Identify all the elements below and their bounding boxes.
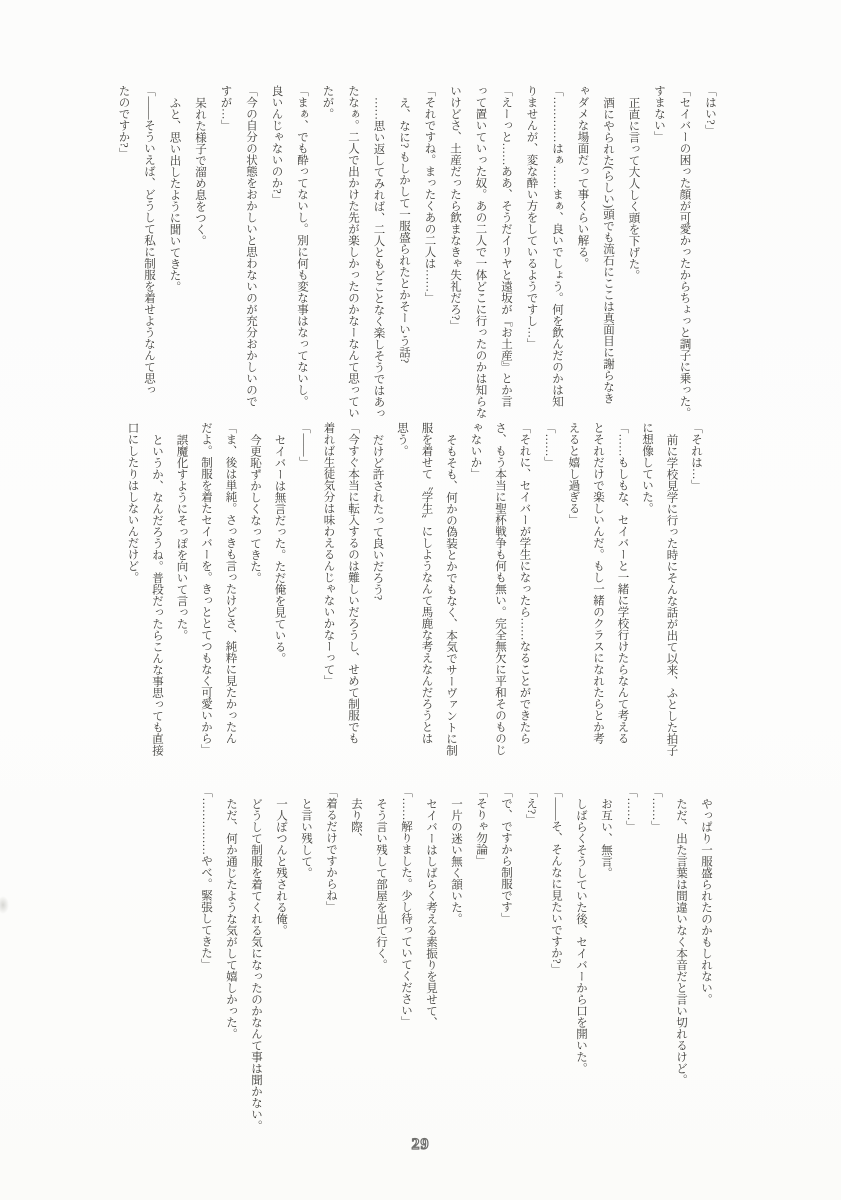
text-line: 呆れた様子で溜め息をつく。 xyxy=(194,96,206,246)
text-line: たなぁ。二人で出かけた先が楽しかったのかなーなんて思ってい xyxy=(347,85,359,419)
text-line: 去り際、 xyxy=(350,797,362,844)
text-line: 「――そ、そんなに見たいですか?」 xyxy=(550,786,562,976)
text-line: 「え?」 xyxy=(525,786,537,826)
text-line: やっぱり一服盛られたのかもしれない。 xyxy=(700,797,712,1005)
text-line: 今更恥ずかしくなってきた。 xyxy=(249,433,261,583)
text-line: ゃダメな場面だって事くらい解る。 xyxy=(576,85,589,269)
text-line: 「セイバーの困った顔が可愛かったからちょっと調子に乗った。 xyxy=(678,85,691,419)
text-line: 「……もしもな、セイバーと一緒に学校行けたらなんて考える xyxy=(616,422,629,744)
text-block-bottom xyxy=(193,786,718,1158)
text-line: に想像していた。 xyxy=(641,422,653,514)
text-line: 「……………やべ。緊張してきた」 xyxy=(200,786,212,970)
text-line: 良いんじゃないのか?」 xyxy=(270,85,283,206)
text-line: とそれだけで楽しいんだ。もし一緒のクラスになれたらとか考 xyxy=(592,422,604,744)
text-line: すまない」 xyxy=(653,85,665,143)
text-line: セイバーは無言だった。ただ俺を見ている。 xyxy=(273,433,286,664)
text-line: 一片の迷い無く頷いた。 xyxy=(450,797,462,924)
text-line: お互い、無言。 xyxy=(600,797,612,878)
text-line: 「まぁ、でも酔ってないし。別に何も変な事はなってないし。 xyxy=(296,85,308,407)
text-line: 「……」 xyxy=(650,786,662,832)
text-line: 「……」 xyxy=(543,422,555,468)
text-line: って置いていった奴。あの二人で一体どこに行ったのかは知らな xyxy=(474,85,487,419)
text-line: 「今の自分の状態をおかしいと思わないのが充分おかしいので xyxy=(245,85,257,407)
text-line: 「で、ですから制服です」 xyxy=(500,786,512,924)
text-line: 一人ぽつんと残される俺。 xyxy=(275,797,287,936)
text-line: え、なに? もしかして一服盛られたとかそーいう話? xyxy=(398,96,410,363)
text-line: えると嬉し過ぎる」 xyxy=(567,422,580,526)
text-block-middle xyxy=(120,422,708,772)
text-line: どうして制服を着てくれる気になったのかなんて事は聞かない。 xyxy=(250,797,262,1131)
text-line: 「今すぐ本当に転入するのは難しいだろうし、せめて制服でも xyxy=(347,422,359,744)
text-line: 誤魔化すようにそっぽを向いて言った。 xyxy=(175,433,188,641)
text-line: 「……解りました。少し待っていてください」 xyxy=(400,786,412,1028)
text-line: たのですか?」 xyxy=(117,85,130,160)
text-line: と言い残して。 xyxy=(300,797,312,878)
scan-smudge xyxy=(0,896,9,914)
text-line: りませんが、変な酔い方をしているようですし…」 xyxy=(525,85,538,350)
text-line: 「着るだけですからね」 xyxy=(325,786,337,913)
text-line: 正直に言って大人しく頭を下げた。 xyxy=(627,96,640,281)
text-line: たが。 xyxy=(321,85,334,120)
text-line: 「そりゃ勿論」 xyxy=(475,786,487,867)
text-line: 思う。 xyxy=(396,422,408,457)
text-line: 「ま、後は単純。さっきも言ったけどさ、純粋に見たかったん xyxy=(224,422,237,744)
text-line: セイバーはしばらく考える素振りを見せて、 xyxy=(425,797,437,1028)
text-line: ただ、何か通じたような気がして嬉しかった。 xyxy=(225,797,237,1039)
text-line: ふと、思い出したように聞いてきた。 xyxy=(168,96,181,292)
text-line: さ、もう本当に聖杯戦争も何も無い。完全無欠に平和そのものじ xyxy=(494,422,506,756)
text-line: 「それに、セイバーが学生になったら……なることができたら xyxy=(518,422,531,744)
text-line: しばらくそうしていた後、セイバーから口を開いた。 xyxy=(575,797,587,1074)
text-line: 前に学校見学に行った時にそんな話が出て以来、ふとした拍子 xyxy=(665,433,678,756)
text-line: 「――」 xyxy=(298,422,310,468)
text-line: 服を着せて〝学生〟にしようなんて馬鹿な考えなんだろうとは xyxy=(420,422,433,744)
text-line: 「それですね。まったくあの二人は……」 xyxy=(423,85,436,304)
text-line: だよ。制服を着たセイバーを。きっととてつもなく可愛いから」 xyxy=(200,422,212,756)
text-block-top xyxy=(110,85,722,435)
text-line: 着れば生徒気分は味わえるんじゃないかなーって」 xyxy=(322,422,335,687)
page-number: 29 xyxy=(411,1136,430,1153)
text-line: だけど許されたって良いだろう? xyxy=(371,433,384,600)
text-line: いけどさ、土産だったら飲まなきゃ失礼だろ?」 xyxy=(449,85,461,332)
text-line: 「それは…」 xyxy=(690,422,702,491)
text-line: というか、なんだろうね。普段だったらこんな事思っても直接 xyxy=(151,433,163,756)
text-line: ゃないか」 xyxy=(469,422,482,480)
text-line: 酒にやられた(らしい)頭でも流石にここは真面目に謝らなき xyxy=(602,96,614,404)
text-line: 「――そういえば、どうして私に制服を着せようなんて思っ xyxy=(143,85,155,396)
text-line: 「…………はぁ……まぁ、良いでしょう。何を飲んだのかは知 xyxy=(551,85,563,407)
text-line: ただ、出た言葉は間違いなく本音だと言い切れるけど。 xyxy=(675,797,687,1085)
text-line: そう言い残して部屋を出て行く。 xyxy=(375,797,387,970)
text-line: 「……」 xyxy=(625,786,637,832)
text-line: すが…」 xyxy=(219,85,232,131)
text-line: ……思い返してみれば、二人ともどことなく楽しそうではあっ xyxy=(372,96,385,419)
text-line: 口にしたりはしないんだけど。 xyxy=(126,422,139,583)
text-line: 「はい?」 xyxy=(704,85,716,137)
text-line: そもそも、何かの偽装とかでもなく、本気でサーヴァントに制 xyxy=(445,433,457,756)
text-line: 「えーっと……ああ、そうだイリヤと遠坂が『お土産』とか言 xyxy=(500,85,512,407)
